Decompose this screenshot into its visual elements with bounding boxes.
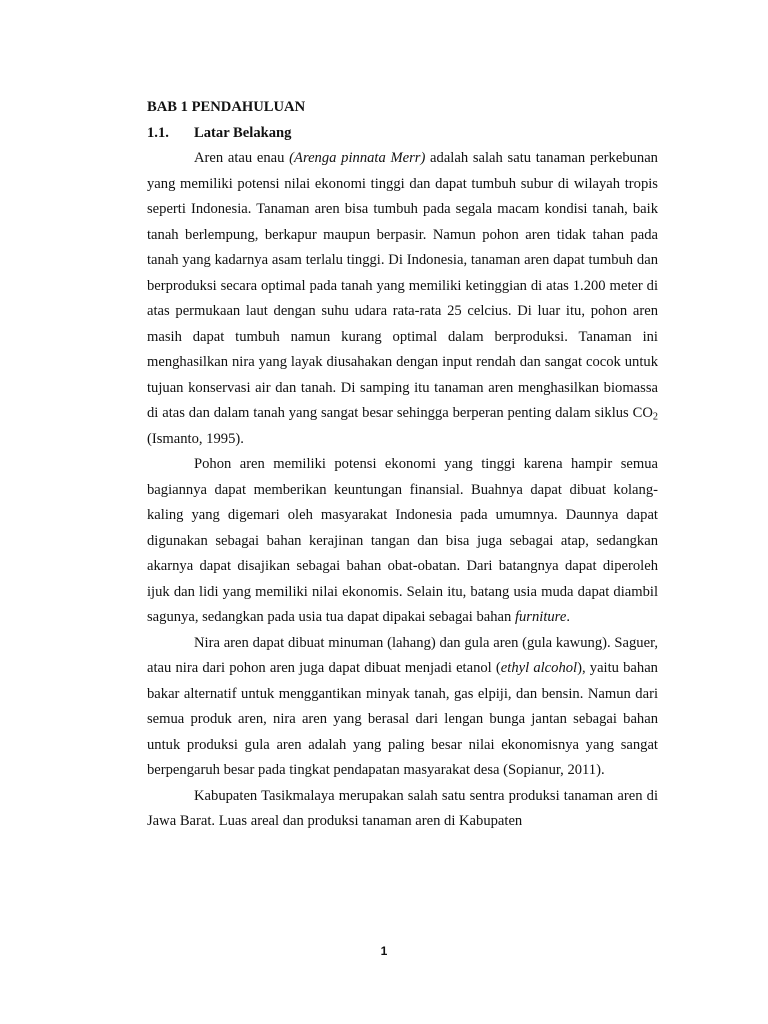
p4-text-a: Kabupaten Tasikmalaya merupakan salah satu sentra produksi tanaman aren di Jawa Barat. Luas areal dan produksi tanaman aren di Kabupaten — [147, 787, 658, 829]
p3-italic-term: ethyl alcohol — [500, 660, 578, 676]
p2-italic-term: furniture — [514, 609, 567, 625]
paragraph-1 — [147, 146, 658, 452]
p1-scientific-name: (Arenga pinnata Merr) — [289, 150, 426, 166]
p3-text-c: ), yaitu bahan bakar alternatif untuk menggantikan minyak tanah, gas elpiji, dan bensin. Namun dari semua produk aren, nira aren yang berasal dari lengan bunga jantan sebagai bahan untuk produksi gula aren adalah yang paling besar nilai ekonomisnya yang sangat berpengaruh besar pada tingkat pendapatan masyarakat desa (Sopianur, 2011). — [147, 660, 658, 778]
page-number: 1 — [380, 944, 388, 958]
paragraph-2 — [147, 452, 658, 631]
paragraph-3 — [147, 631, 658, 784]
p2-text-a: Pohon aren memiliki potensi ekonomi yang tinggi karena hampir semua bagiannya dapat memberikan keuntungan finansial. Buahnya dapat dibuat kolang-kaling yang digemari oleh masyarakat Indonesia pada umumnya. Daunnya dapat digunakan sebagai bahan kerajinan tangan dan bisa juga sebagai atap, sedangkan akarnya dapat disajikan sebagai bahan obat-obatan. Dari batangnya dapat diperoleh ijuk dan lidi yang memiliki nilai ekonomis. Selain itu, batang usia muda dapat diambil sagunya, sedangkan pada usia tua dapat dipakai sebagai bahan — [147, 456, 658, 625]
paragraph-4 — [147, 784, 658, 835]
p1-text-c: adalah salah satu tanaman perkebunan yang memiliki potensi nilai ekonomi tinggi dan dapat tumbuh subur di wilayah tropis seperti Indonesia. Tanaman aren bisa tumbuh pada segala macam kondisi tanah, baik tanah berlempung, berkapur maupun berpasir. Namun pohon aren tidak tahan pada tanah yang kadarnya asam terlalu tinggi. Di Indonesia, tanaman aren dapat tumbuh dan berproduksi secara optimal pada tanah yang memiliki ketinggian di atas 1.200 meter di atas permukaan laut dengan suhu udara rata-rata 25 celcius. Di luar itu, pohon aren masih dapat tumbuh namun kurang optimal dalam berproduksi. Tanaman ini menghasilkan nira yang layak diusahakan dengan input rendah dan sangat cocok untuk tujuan konservasi air dan tanah. Di samping itu tanaman aren menghasilkan biomassa di atas dan dalam tanah yang sangat besar sehingga berperan penting dalam siklus CO — [147, 150, 658, 421]
p1-text-a: Aren atau enau — [194, 150, 290, 166]
p1-subscript: 2 — [652, 411, 658, 423]
chapter-heading: BAB 1 PENDAHULUAN — [147, 99, 306, 115]
p1-text-d: (Ismanto, 1995). — [147, 430, 244, 447]
section-number: 1.1. — [147, 124, 169, 141]
section-heading — [147, 121, 658, 147]
section-title: Latar Belakang — [194, 124, 292, 141]
p2-text-c: . — [566, 609, 570, 625]
p3-text-a: Nira aren dapat dibuat minuman (lahang) dan gula aren (gula kawung). Saguer, atau nira dari pohon aren juga dapat dibuat menjadi etanol ( — [147, 634, 658, 676]
page-content — [147, 95, 658, 835]
